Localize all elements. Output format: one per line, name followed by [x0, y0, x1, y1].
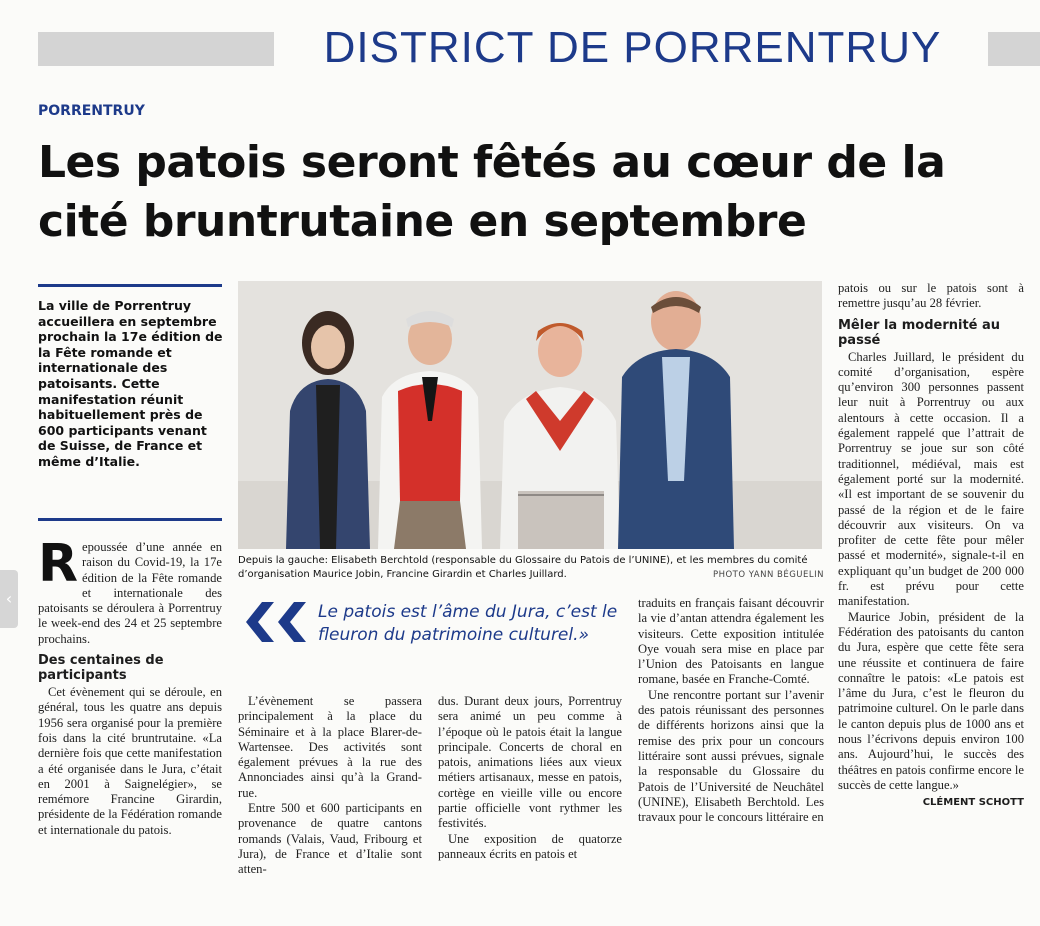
paragraph: Maurice Jobin, président de la Fédération des patoisants du canton du Jura, espère que cette fête sera une réussite et continuera de faire connaître le patois: «Le patois est l’âme du Jura, c’est le fleuron du patrimoine culturel. On le parle dans le canton depuis plus de 1000 ans et nous l’écrivons depuis environ 100 ans. Aujourd’hui, le succès des théâtres en patois confirme encore le succès de cette langue.»	[838, 609, 1024, 792]
article-column-4	[638, 596, 824, 825]
photo-caption	[238, 554, 824, 582]
quote-mark-icon	[244, 598, 310, 646]
headline: Les patois seront fêtés au cœur de la cité bruntrutaine en septembre	[38, 137, 946, 247]
subheading: Des centaines de participants	[38, 653, 164, 684]
paragraph: traduits en français faisant découvrir la vie d’antan attendra également les visiteurs. Cette exposition intitulée Oye vouah sera mise en place par l’Union des Patoisants en langue romane, basée en Franche-Comté.	[638, 596, 824, 687]
article-column-2	[238, 694, 422, 878]
photo-credit: PHOTO YANN BÉGUELIN	[712, 570, 824, 580]
article-column-1	[38, 534, 222, 838]
lead-rule-top	[38, 284, 222, 287]
lead-rule-bottom	[38, 518, 222, 521]
chevron-left-icon: ‹	[5, 589, 13, 608]
lead-paragraph: La ville de Porrentruy accueillera en septembre prochain la 17e édition de la Fête romande et internationale des patoisants. Cette manifestation réunit habituellement près de 600 participants venant de Suisse, de France et même d’Italie.	[38, 298, 223, 469]
article-photo	[238, 281, 822, 549]
pull-quote: Le patois est l’âme du Jura, c’est le fleuron du patrimoine culturel.»	[318, 602, 618, 645]
paragraph: Entre 500 et 600 participants en provenance de quatre cantons romands (Valais, Vaud, Fribourg et Jura), de France et d’Italie sont atten-	[238, 801, 422, 877]
paragraph: dus. Durant deux jours, Porrentruy sera animé un peu comme à l’époque où le patois était la langue principale. Concerts de choral en patois, animations liées aux vieux métiers artisanaux, messe en patois, cortège en vieille ville ou encore partie officielle vont rythmer les festivités.	[438, 694, 622, 831]
rubric: PORRENTRUY	[38, 103, 145, 119]
drop-cap: R	[38, 534, 79, 594]
paragraph: Charles Juillard, le président du comité d’organisation, espère qu’environ 300 personnes passent leur nuit à Porrentruy ou aux alentours à cette occasion. Il a également rappelé que l’attrait de Porrentruy se joue sur son côté traditionnel, médiéval, mais est également porté sur la modernité. «Il est important de se souvenir du passé de la région et de le faire découvrir aux visiteurs. On va profiter de cette fête pour mêler passé et modernité», signale-t-il en expliquant qu’un budget de 200 000 fr. est prévu pour cette manifestation.	[838, 349, 1024, 609]
paragraph: Une exposition de quatorze panneaux écrits en patois et	[438, 831, 622, 861]
paragraph: Une rencontre portant sur l’avenir des patois réunissant des personnes de différents horizons ainsi que la remise des prix pour un concours littéraire sont aussi prévues, signale la responsable du Glossaire du Patois de l’Université de Neuchâtel (UNINE), Elisabeth Berchtold. Les travaux pour le concours littéraire en	[638, 687, 824, 825]
subheading: Mêler la modernité au passé	[838, 317, 1001, 348]
section-title: DISTRICT DE PORRENTRUY	[323, 23, 942, 72]
header-bar-right	[988, 32, 1040, 66]
caption-text: Depuis la gauche: Elisabeth Berchtold (responsable du Glossaire du Patois de l’UNINE), et les membres du comité d’organisation Maurice Jobin, Francine Girardin et Charles Juillard.	[238, 555, 808, 580]
header-bar-left	[38, 32, 274, 66]
previous-page-button[interactable]	[0, 570, 18, 628]
article-column-3	[438, 694, 622, 862]
intro-paragraph: epoussée d’une année en raison du Covid-19, la 17e édition de la Fête romande et internationale des patoisants se déroulera à Porrentruy le week-end des 24 et 25 septembre prochains.	[38, 540, 222, 646]
photo-illustration	[238, 281, 822, 549]
paragraph: Cet évènement qui se déroule, en général, tous les quatre ans depuis 1956 sera organisé pour la première fois dans la cité bruntrutaine. «La dernière fois que cette manifestation a été organisée dans le Jura, c’était en 2001 à Saignelégier», se remémore Francine Girardin, présidente de la Fédération romande et internationale du patois.	[38, 685, 222, 837]
paragraph: patois ou sur le patois sont à remettre jusqu’au 28 février.	[838, 281, 1024, 311]
paragraph: L’évènement se passera principalement à la place du Séminaire et à la place Blarer-de-Wartensee. Des activités sont également prévues à la rue des Annonciades ainsi qu’à la Grand-rue.	[238, 694, 422, 800]
author-byline: CLÉMENT SCHOTT	[922, 797, 1024, 809]
article-column-5	[838, 281, 1024, 811]
